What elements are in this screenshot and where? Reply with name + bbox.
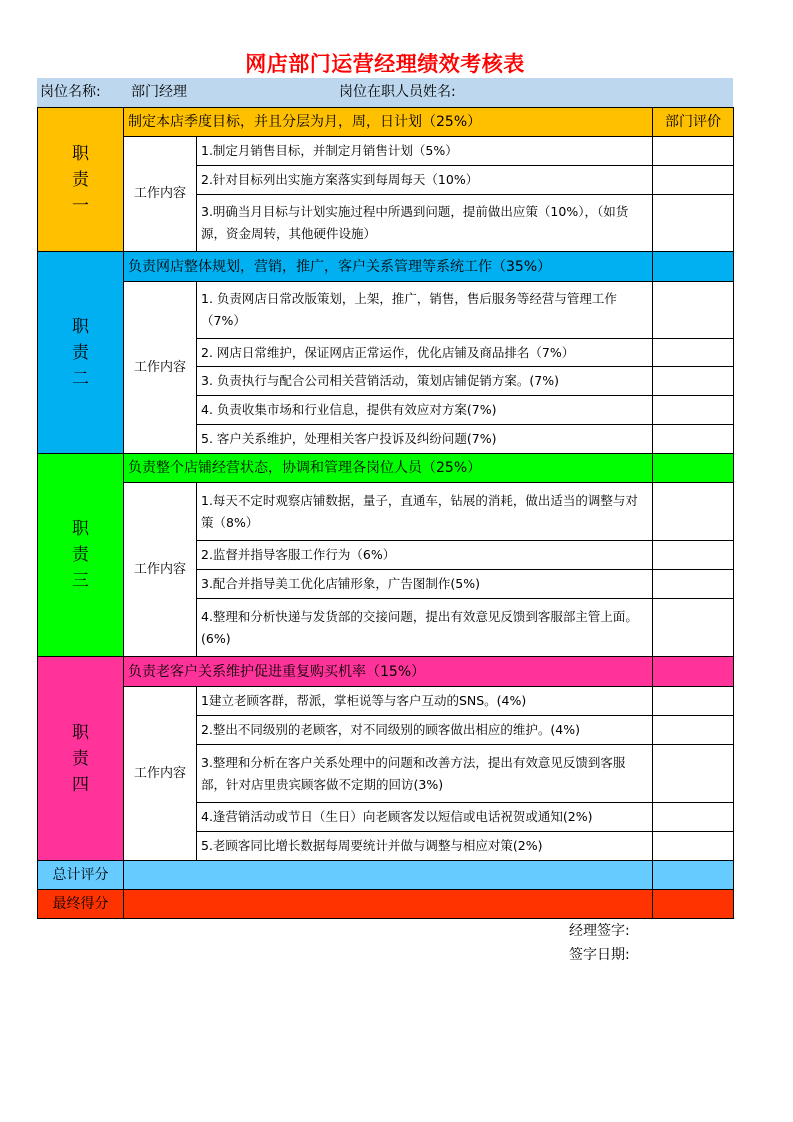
evaluation-cell[interactable] [653,367,734,396]
duty-heading-row [38,454,734,483]
duty-char: 职 [72,722,89,743]
work-item: 2. 网店日常维护，保证网店正常运作，优化店铺及商品排名（7%） [197,339,653,367]
evaluation-cell[interactable] [653,745,734,803]
evaluation-cell[interactable] [653,832,734,861]
evaluation-table [37,107,734,919]
evaluation-cell[interactable] [653,483,734,541]
duty-char: 三 [72,571,89,591]
eval-heading-cell[interactable] [653,454,734,483]
work-item: 2.监督并指导客服工作行为（6%） [197,541,653,570]
work-content-label: 工作内容 [124,483,197,657]
duty-char: 责 [72,545,89,565]
work-item: 4.逢营销活动或节日（生日）向老顾客发以短信或电话祝贺或通知(2%) [197,803,653,832]
evaluation-cell[interactable] [653,570,734,599]
position-value: 部门经理 [131,84,187,100]
eval-heading-cell[interactable] [653,657,734,687]
table-row [38,137,734,166]
evaluation-cell[interactable] [653,803,734,832]
duty-heading-row [38,108,734,137]
duty-char: 二 [72,368,89,389]
duty-label [38,252,124,454]
duty-heading-row [38,657,734,687]
table-row [38,687,734,716]
table-row [38,483,734,541]
duty-label [38,108,124,252]
evaluation-cell[interactable] [653,137,734,166]
duty-char: 职 [72,143,89,164]
evaluation-cell[interactable] [653,396,734,425]
evaluation-cell[interactable] [653,339,734,367]
work-item: 3.配合并指导美工优化店铺形象，广告图制作(5%) [197,570,653,599]
eval-header: 部门评价 [653,108,734,137]
evaluation-cell[interactable] [653,716,734,745]
eval-heading-cell[interactable] [653,252,734,282]
duty-char: 责 [72,748,89,769]
evaluation-cell[interactable] [653,425,734,454]
duty-heading-row [38,252,734,282]
final-row [38,890,734,919]
evaluation-cell[interactable] [653,282,734,339]
total-value-cell[interactable] [124,861,653,890]
duty-char: 四 [72,774,89,795]
duty-char: 职 [72,519,89,539]
work-item: 5.老顾客同比增长数据每周要统计并做与调整与相应对策(2%) [197,832,653,861]
total-eval-cell[interactable] [653,861,734,890]
duty-char: 职 [72,316,89,337]
staff-name-label: 岗位在职人员姓名: [339,84,456,100]
duty-label [38,454,124,657]
work-content-label: 工作内容 [124,137,197,252]
duty-label [38,657,124,861]
final-value-cell[interactable] [124,890,653,919]
total-label: 总计评分 [38,861,124,890]
work-item: 1.制定月销售目标，并制定月销售计划（5%） [197,137,653,166]
duty-heading: 负责老客户关系维护促进重复购买机率（15%） [124,657,653,687]
page-title: 网店部门运营经理绩效考核表 [245,52,525,76]
work-item: 3.整理和分析在客户关系处理中的问题和改善方法，提出有效意见反馈到客服部，针对店里贵宾顾客做不定期的回访(3%) [197,745,653,803]
total-row [38,861,734,890]
work-item: 1.每天不定时观察店铺数据，量子，直通车，钻展的消耗，做出适当的调整与对策（8%） [197,483,653,541]
work-content-label: 工作内容 [124,282,197,454]
evaluation-cell[interactable] [653,541,734,570]
duty-heading: 制定本店季度目标，并且分层为月，周，日计划（25%） [124,108,653,137]
table-row [38,282,734,339]
duty-heading: 负责整个店铺经营状态，协调和管理各岗位人员（25%） [124,454,653,483]
work-item: 3. 负责执行与配合公司相关营销活动，策划店铺促销方案。(7%) [197,367,653,396]
work-content-label: 工作内容 [124,687,197,861]
signature-date-label: 签字日期: [569,947,630,963]
evaluation-cell[interactable] [653,687,734,716]
work-item: 2.整出不同级别的老顾客，对不同级别的顾客做出相应的维护。(4%) [197,716,653,745]
work-item: 3.明确当月目标与计划实施过程中所遇到问题，提前做出应策（10%），（如货源，资金周转，其他硬件设施） [197,195,653,252]
evaluation-cell[interactable] [653,195,734,252]
duty-char: 责 [72,169,89,190]
work-item: 1. 负责网店日常改版策划，上架，推广，销售，售后服务等经营与管理工作（7%） [197,282,653,339]
manager-signature-label: 经理签字: [569,923,630,939]
duty-char: 一 [72,195,89,216]
evaluation-cell[interactable] [653,166,734,195]
work-item: 2.针对目标列出实施方案落实到每周每天（10%） [197,166,653,195]
evaluation-cell[interactable] [653,599,734,657]
final-label: 最终得分 [38,890,124,919]
position-label: 岗位名称: [40,84,101,100]
duty-heading: 负责网店整体规划，营销，推广，客户关系管理等系统工作（35%） [124,252,653,282]
work-item: 1建立老顾客群，帮派，掌柜说等与客户互动的SNS。(4%) [197,687,653,716]
duty-char: 责 [72,342,89,363]
position-info-bar [37,78,733,107]
work-item: 5. 客户关系维护，处理相关客户投诉及纠纷问题(7%) [197,425,653,454]
final-eval-cell[interactable] [653,890,734,919]
work-item: 4. 负责收集市场和行业信息，提供有效应对方案(7%) [197,396,653,425]
work-item: 4.整理和分析快递与发货部的交接问题，提出有效意见反馈到客服部主管上面。(6%) [197,599,653,657]
